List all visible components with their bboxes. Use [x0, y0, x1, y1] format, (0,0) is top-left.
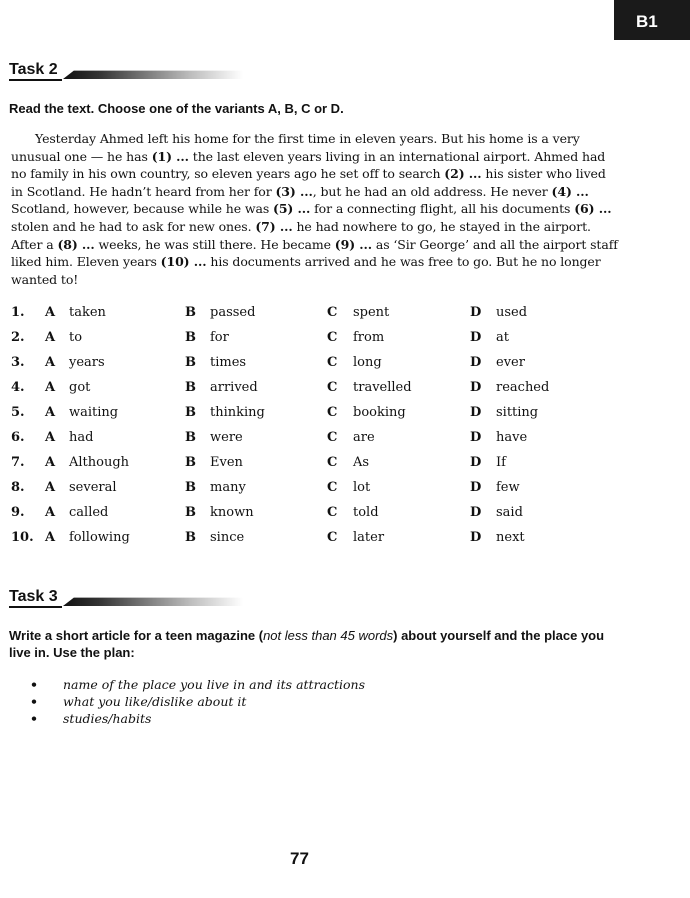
variant-option-b: many — [210, 480, 246, 495]
reading-passage — [11, 130, 618, 288]
variant-letter-c: C — [327, 305, 338, 320]
passage-line: stolen and he had to ask for new ones. (7) ... he had nowhere to go, he stayed in the airport. — [11, 218, 591, 234]
variant-letter-a: A — [45, 480, 56, 495]
variant-option-b: since — [210, 530, 245, 545]
option-row — [11, 353, 571, 378]
variant-option-a: had — [69, 430, 94, 445]
plan-item — [30, 710, 365, 727]
variant-option-d: at — [496, 330, 509, 345]
variant-option-d: have — [496, 430, 528, 445]
passage-line: in Scotland. He hadn’t heard from her for (3) ..., but he had an old address. He never (4) ... — [11, 183, 589, 199]
passage-line: unusual one — he has (1) ... the last eleven years living in an international airport. Ahmed had — [11, 148, 606, 164]
variant-letter-d: D — [470, 480, 482, 495]
variant-letter-b: B — [185, 405, 196, 420]
variant-option-d: few — [496, 480, 520, 495]
option-row — [11, 303, 571, 328]
variant-letter-a: A — [45, 430, 56, 445]
option-row — [11, 453, 571, 478]
variant-option-b: known — [210, 505, 254, 520]
question-number: 4. — [11, 380, 25, 395]
variant-letter-b: B — [185, 305, 196, 320]
option-row — [11, 478, 571, 503]
variant-letter-d: D — [470, 455, 482, 470]
variant-option-a: got — [69, 380, 91, 395]
variant-letter-b: B — [185, 455, 196, 470]
variant-letter-b: B — [185, 355, 196, 370]
variant-option-a: waiting — [69, 405, 119, 420]
question-number: 2. — [11, 330, 25, 345]
question-number: 5. — [11, 405, 25, 420]
option-row — [11, 328, 571, 353]
variant-letter-a: A — [45, 455, 56, 470]
variant-option-b: Even — [210, 455, 243, 470]
plan-item — [30, 693, 365, 710]
variant-letter-d: D — [470, 305, 482, 320]
passage-line: After a (8) ... weeks, he was still there. He became (9) ... as ‘Sir George’ and all the airport staff — [11, 236, 618, 252]
variant-letter-c: C — [327, 480, 338, 495]
variant-letter-d: D — [470, 355, 482, 370]
passage-line: Yesterday Ahmed left his home for the first time in eleven years. But his home is a very — [35, 131, 580, 146]
variant-letter-c: C — [327, 405, 338, 420]
option-row — [11, 528, 571, 553]
option-row — [11, 503, 571, 528]
variant-letter-c: C — [327, 455, 338, 470]
variant-letter-b: B — [185, 530, 196, 545]
variant-option-d: sitting — [496, 405, 539, 420]
variant-option-d: used — [496, 305, 528, 320]
variant-letter-d: D — [470, 330, 482, 345]
passage-line: liked him. Eleven years (10) ... his documents arrived and he was free to go. But he no longer — [11, 254, 601, 270]
variant-option-a: Although — [69, 455, 130, 470]
variant-letter-d: D — [470, 530, 482, 545]
variant-option-c: spent — [353, 305, 390, 320]
question-number: 7. — [11, 455, 25, 470]
variant-letter-a: A — [45, 355, 56, 370]
variant-letter-a: A — [45, 380, 56, 395]
bullet-icon: • — [30, 711, 38, 726]
variant-option-a: several — [69, 480, 117, 495]
question-number: 3. — [11, 355, 25, 370]
passage-line: no family in his own country, so eleven years ago he set off to search (2) ... his sister who lived — [11, 166, 606, 182]
variant-option-c: booking — [353, 405, 406, 420]
variant-option-a: years — [69, 355, 105, 370]
variant-option-a: following — [69, 530, 130, 545]
variant-option-c: told — [353, 505, 379, 520]
variant-option-d: ever — [496, 355, 525, 370]
task3-header — [9, 588, 249, 610]
variant-letter-b: B — [185, 380, 196, 395]
variant-letter-d: D — [470, 430, 482, 445]
variant-letter-d: D — [470, 405, 482, 420]
plan-item-text: name of the place you live in and its attractions — [63, 677, 366, 692]
variant-option-c: later — [353, 530, 385, 545]
variant-letter-b: B — [185, 505, 196, 520]
variant-option-d: If — [496, 455, 506, 470]
question-number: 6. — [11, 430, 25, 445]
question-number: 9. — [11, 505, 25, 520]
task3-instruction-start: Write a short article for a teen magazine ( — [9, 628, 264, 643]
task3-instruction-italic: not less than 45 words — [263, 628, 394, 643]
variant-option-c: long — [353, 355, 382, 370]
task2-header — [9, 61, 249, 83]
writing-plan-list — [30, 676, 365, 727]
variant-letter-b: B — [185, 430, 196, 445]
variant-option-b: arrived — [210, 380, 258, 395]
variant-option-b: thinking — [210, 405, 265, 420]
bullet-icon: • — [30, 694, 38, 709]
variant-letter-d: D — [470, 380, 482, 395]
variant-option-b: passed — [210, 305, 256, 320]
question-number: 8. — [11, 480, 25, 495]
variant-option-d: next — [496, 530, 525, 545]
variant-letter-d: D — [470, 505, 482, 520]
variant-option-b: times — [210, 355, 247, 370]
variant-letter-b: B — [185, 330, 196, 345]
variant-letter-a: A — [45, 305, 56, 320]
variant-letter-c: C — [327, 355, 338, 370]
task3-header-bar — [63, 594, 243, 606]
variant-letter-a: A — [45, 505, 56, 520]
variant-option-b: for — [210, 330, 229, 345]
variant-letter-c: C — [327, 505, 338, 520]
variant-option-d: reached — [496, 380, 550, 395]
task2-instruction: Read the text. Choose one of the variants A, B, C or D. — [9, 101, 344, 116]
variant-option-a: taken — [69, 305, 106, 320]
answer-options-table — [11, 303, 571, 553]
passage-line: wanted to! — [11, 271, 79, 287]
task3-instruction-end: ) about yourself and the place you live in. Use the plan: — [9, 628, 605, 660]
variant-option-d: said — [496, 505, 523, 520]
variant-option-c: are — [353, 430, 375, 445]
variant-letter-c: C — [327, 380, 338, 395]
plan-item-text: studies/habits — [63, 711, 152, 726]
variant-letter-a: A — [45, 330, 56, 345]
bullet-icon: • — [30, 677, 38, 692]
task3-instruction — [9, 627, 619, 661]
variant-option-c: travelled — [353, 380, 412, 395]
variant-option-c: lot — [353, 480, 371, 495]
variant-option-a: called — [69, 505, 109, 520]
page-number: 77 — [290, 849, 309, 868]
variant-option-a: to — [69, 330, 83, 345]
variant-letter-b: B — [185, 480, 196, 495]
variant-letter-c: C — [327, 430, 338, 445]
variant-letter-c: C — [327, 530, 338, 545]
variant-option-c: from — [353, 330, 385, 345]
variant-letter-a: A — [45, 530, 56, 545]
task2-header-bar — [63, 67, 243, 79]
variant-option-c: As — [353, 455, 370, 470]
option-row — [11, 428, 571, 453]
level-badge: B1 — [614, 0, 690, 40]
variant-letter-a: A — [45, 405, 56, 420]
option-row — [11, 378, 571, 403]
variant-letter-c: C — [327, 330, 338, 345]
passage-line: Scotland, however, because while he was (5) ... for a connecting flight, all his documents (6) ... — [11, 201, 612, 217]
option-row — [11, 403, 571, 428]
plan-item-text: what you like/dislike about it — [63, 694, 247, 709]
question-number: 10. — [11, 530, 34, 545]
variant-option-b: were — [210, 430, 243, 445]
task3-title: Task 3 — [9, 588, 62, 608]
task2-title: Task 2 — [9, 61, 62, 81]
question-number: 1. — [11, 305, 25, 320]
plan-item — [30, 676, 365, 693]
